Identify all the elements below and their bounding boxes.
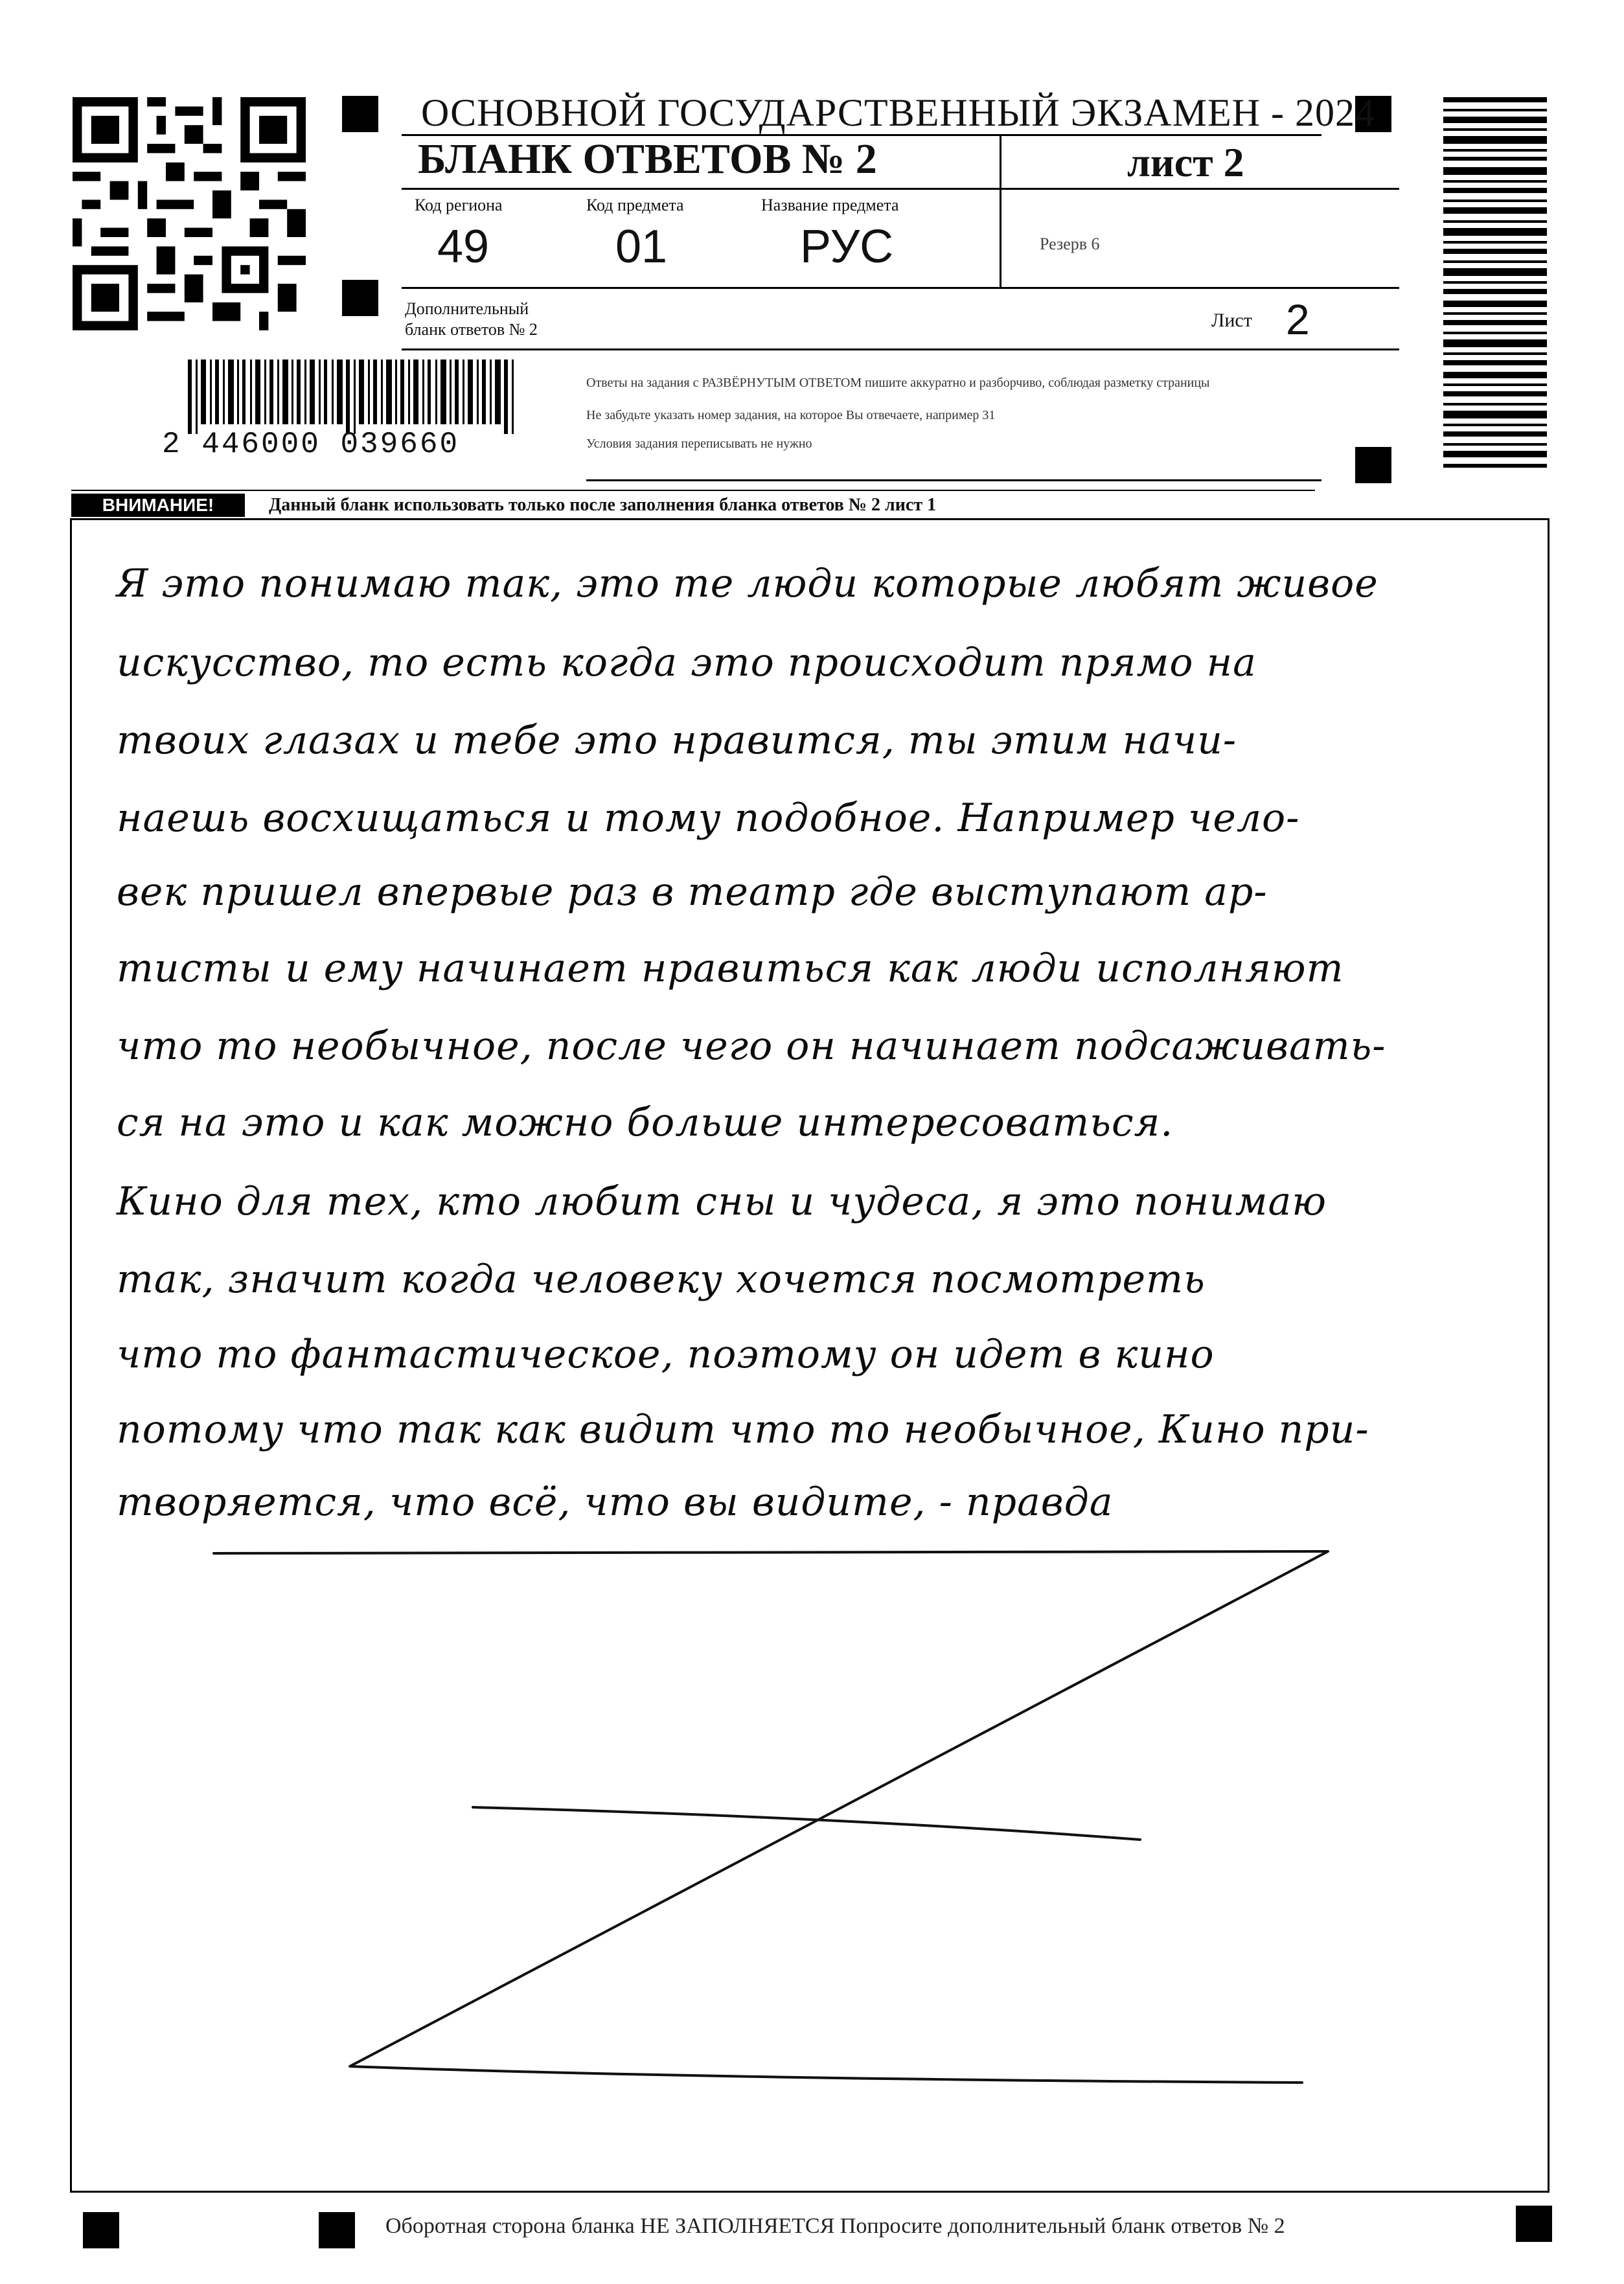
answer-line-2: искусство, то есть когда это происходит прямо на [117, 640, 1257, 685]
answer-line-1: Я это понимаю так, это те люди которые любят живое [117, 561, 1378, 606]
additional-sheet-label-2: бланк ответов № 2 [405, 320, 538, 339]
exam-title: ОСНОВНОЙ ГОСУДАРСТВЕННЫЙ ЭКЗАМЕН - 2024 [421, 91, 1375, 134]
form-title: БЛАНК ОТВЕТОВ № 2 [418, 135, 877, 183]
answer-line-13: творяется, что всё, что вы видите, - правда [117, 1479, 1114, 1525]
answer-line-5: век пришел впервые раз в театр где выступают ар- [117, 869, 1268, 915]
region-value: 49 [437, 221, 490, 273]
instruction-line-1: Ответы на задания с РАЗВЁРНУТЫМ ОТВЕТОМ пишите аккуратно и разборчиво, соблюдая разметку страницы [586, 376, 1210, 390]
subject-code-value: 01 [615, 221, 668, 273]
region-label: Код региона [415, 196, 503, 214]
answer-line-10: так, значит когда человеку хочется посмотреть [117, 1257, 1206, 1302]
page-number: 2 [1286, 295, 1310, 343]
answer-line-4: наешь восхищаться и тому подобное. Например чело- [117, 795, 1300, 841]
warning-text: Данный бланк использовать только после заполнения бланка ответов № 2 лист 1 [269, 495, 937, 515]
answer-line-12: потому что так как видит что то необычное, Кино при- [117, 1407, 1369, 1452]
answer-line-3: твоих глазах и тебе это нравится, ты этим начи- [117, 718, 1237, 763]
instruction-line-3: Условия задания переписывать не нужно [586, 437, 812, 451]
subject-name-label: Название предмета [761, 196, 899, 214]
page-label: Лист [1211, 310, 1252, 331]
barcode-number: 2 446000 039660 [162, 428, 460, 461]
answer-line-11: что то фантастическое, поэтому он идет в кино [117, 1332, 1215, 1377]
answer-line-8: ся на это и как можно больше интересоваться. [117, 1100, 1174, 1145]
additional-sheet-label-1: Дополнительный [405, 299, 529, 318]
subject-name-value: РУС [800, 221, 894, 273]
reserve-label: Резерв 6 [1040, 234, 1100, 253]
footer-text: Оборотная сторона бланка НЕ ЗАПОЛНЯЕТСЯ Попросите дополнительный бланк ответов № 2 [385, 2214, 1285, 2238]
answer-line-7: что то необычное, после чего он начинает подсаживать- [117, 1023, 1386, 1069]
sheet-label: лист 2 [1127, 139, 1244, 185]
instruction-line-2: Не забудьте указать номер задания, на которое Вы отвечаете, например 31 [586, 408, 996, 422]
warning-badge-text: ВНИМАНИЕ! [102, 495, 214, 515]
answer-line-9: Кино для тех, кто любит сны и чудеса, я это понимаю [117, 1179, 1327, 1224]
subject-code-label: Код предмета [586, 196, 684, 214]
answer-line-6: тисты и ему начинает нравиться как люди исполняют [117, 946, 1344, 991]
